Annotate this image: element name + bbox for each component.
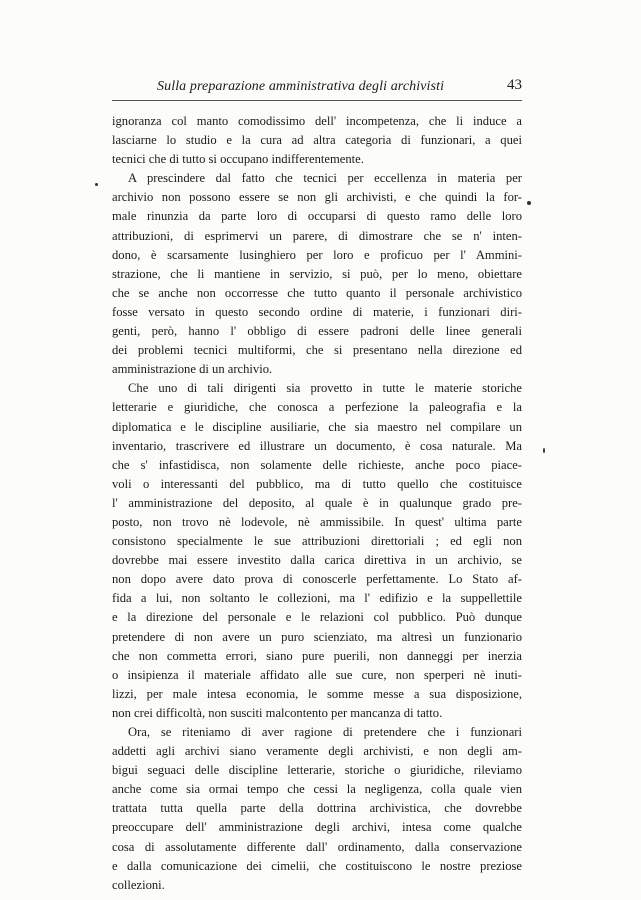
- text-line: male rinunzia da parte loro di occuparsi di questo ramo delle loro: [112, 209, 522, 224]
- text-line: bigui seguaci delle discipline letterarie, storiche o giuridiche, rileviamo: [112, 763, 522, 778]
- text-line: strazione, che li mantiene in servizio, si può, per lo meno, obiettare: [112, 266, 522, 281]
- margin-dot: [95, 183, 98, 186]
- text-line: inventario, trascrivere ed illustrare un documento, è cosa naturale. Ma: [112, 438, 522, 453]
- text-line: preoccupare dell' amministrazione degli archivi, intesa come qualche: [112, 820, 522, 835]
- text-line: dovrebbe mai essere investito dalla carica direttiva in un archivio, se: [112, 553, 522, 568]
- text-line: non dopo avere dato prova di conoscerle perfettamente. Lo Stato af-: [112, 572, 522, 587]
- text-line: ignoranza col manto comodissimo dell' incompetenza, che li induce a: [112, 114, 522, 128]
- text-line: trattata tutta quella parte della dottrina archivistica, che dovrebbe: [112, 801, 522, 816]
- text-line: pretendere di non avere un puro scienziato, ma altresì un funzionario: [112, 629, 522, 644]
- text-line: voli o interessanti del pubblico, ma di tutto quello che costituisce: [112, 476, 522, 491]
- running-head: [112, 76, 522, 102]
- text-line: o insipienza il materiale affidato alle sue cure, non sperperi nè inuti-: [112, 667, 522, 682]
- text-line: l' amministrazione del deposito, al quale è in qualunque grado pre-: [112, 495, 522, 510]
- text-line: anche come sia ormai tempo che cessi la negligenza, colla quale vien: [112, 782, 522, 797]
- text-line: A prescindere dal fatto che tecnici per eccellenza in materia per: [128, 171, 522, 186]
- text-line: cosa di assolutamente differente dall' ordinamento, dalla conservazione: [112, 839, 522, 854]
- text-line: che s' infastidisca, non solamente delle richieste, anche poco piace-: [112, 457, 522, 472]
- running-title: Sulla preparazione amministrativa degli archivisti: [157, 79, 445, 94]
- header-rule: [112, 100, 522, 101]
- text-line: e la direzione del personale e le relazioni col pubblico. Può dunque: [112, 610, 522, 625]
- text-line: amministrazione di un archivio.: [112, 362, 273, 377]
- text-line: Ora, se riteniamo di aver ragione di pretendere che i funzionari: [128, 725, 522, 739]
- text-line: archivio non possono essere se non gli archivisti, e che quindi la for-: [112, 190, 522, 205]
- text-line: e dalla comunicazione dei cimelii, che costituiscono le nostre preziose: [112, 858, 522, 873]
- text-line: lizzi, per male intesa economia, le somme messe a sua disposizione,: [112, 686, 522, 701]
- text-line: diplomatica e le discipline ausiliarie, che sia maestro nel compilare un: [112, 419, 522, 434]
- text-line: consistono specialmente le sue attribuzioni direttoriali ; ed egli non: [112, 534, 522, 549]
- text-line: posto, non trovo nè lodevole, nè ammissibile. In quest' ultima parte: [112, 514, 522, 529]
- text-line: non crei difficoltà, non susciti malcontento per mancanza di tatto.: [112, 705, 443, 720]
- text-line: fida a lui, non soltanto le collezioni, ma l' edifizio e la suppellettile: [112, 591, 522, 606]
- text-line: dono, è scarsamente lusinghiero per loro e proficuo per l' Ammini-: [112, 247, 522, 262]
- margin-dot: [527, 201, 531, 205]
- text-line: genti, però, hanno l' obbligo di essere padroni delle linee generali: [112, 324, 522, 339]
- text-line: fosse versato in questo secondo ordine di materie, i funzionari diri-: [112, 304, 522, 319]
- margin-dot: [543, 448, 545, 453]
- text-line: tecnici che di tutto si occupano indifferentemente.: [112, 152, 364, 167]
- text-line: attribuzioni, di esprimervi un parere, di dimostrare che se n' inten-: [112, 228, 522, 243]
- text-line: che non commetta errori, siano pure puerili, non danneggi per inerzia: [112, 648, 522, 663]
- text-line: lasciarne lo studio e la cura ad altra categoria di funzionari, a quei: [112, 133, 522, 148]
- text-line: collezioni.: [112, 877, 165, 892]
- text-line: che se anche non occorresse che tutto quanto il personale archivistico: [112, 285, 522, 300]
- page-number: 43: [507, 77, 522, 93]
- text-line: letterarie e giuridiche, che conosca a perfezione la paleografia e la: [112, 400, 522, 415]
- text-line: dei problemi tecnici multiformi, che si presentano nella direzione ed: [112, 343, 522, 358]
- text-line: addetti agli archivi siano veramente degli archivisti, e non degli am-: [112, 744, 522, 759]
- body-text: [112, 112, 522, 895]
- text-line: Che uno di tali dirigenti sia provetto in tutte le materie storiche: [128, 381, 522, 396]
